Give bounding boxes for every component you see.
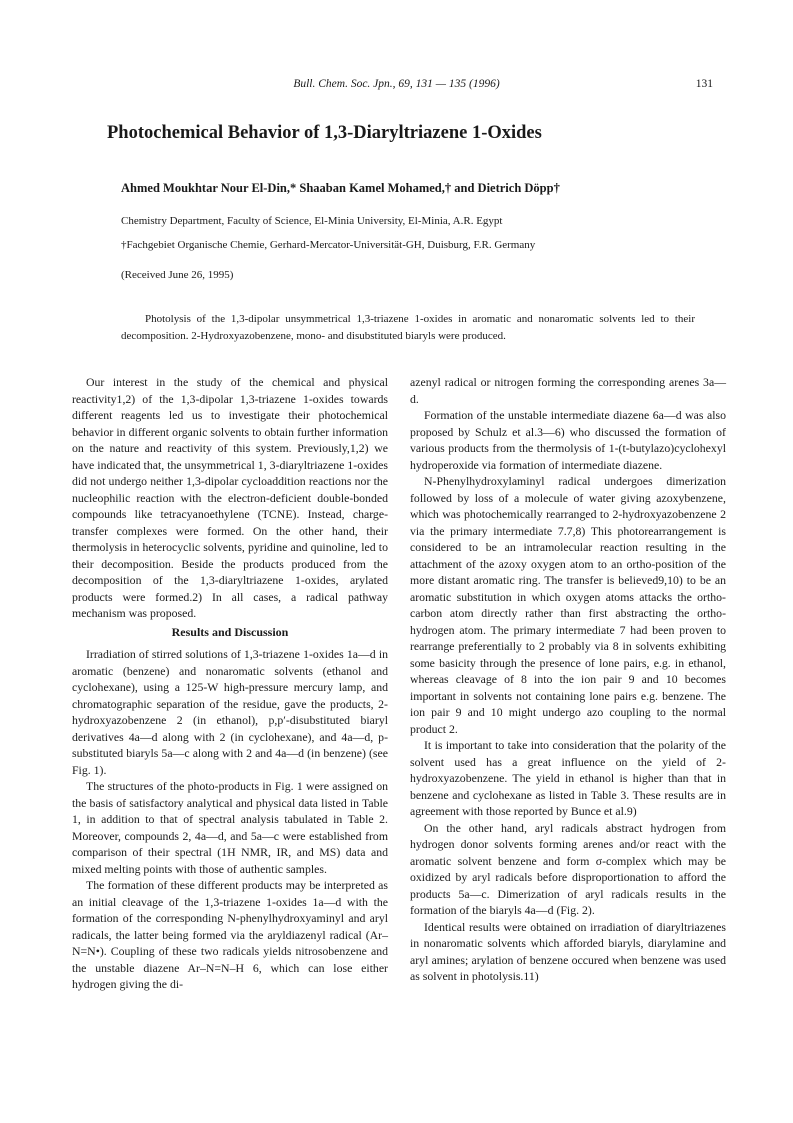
page-number: 131	[695, 78, 713, 90]
left-column	[72, 374, 388, 993]
journal-reference: Bull. Chem. Soc. Jpn., 69, 131 — 135 (1996)	[293, 78, 500, 90]
body-paragraph: azenyl radical or nitrogen forming the corresponding arenes 3a—d.	[410, 375, 726, 406]
affiliation-2: †Fachgebiet Organische Chemie, Gerhard-Mercator-Universität-GH, Duisburg, F.R. Germany	[121, 239, 536, 251]
abstract: Photolysis of the 1,3-dipolar unsymmetrical 1,3-triazene 1-oxides in aromatic and nonaromatic solvents led to their decomposition. 2-Hydroxyazobenzene, mono- and disubstituted biaryls were produced.	[121, 313, 695, 342]
received-date: (Received June 26, 1995)	[121, 269, 234, 281]
intro-paragraph: Our interest in the study of the chemical and physical reactivity1,2) of the 1,3-dipolar 1,3-triazene 1-oxides towards different reagents led us to investigate their photochemical behavior in different organic solvents to obtain further information on the nature and reactivity of this system. Previously,1,2) we have indicated that, the unsymmetrical 1, 3-diaryltriazene 1-oxides did not undergo neither 1,3-dipolar cycloaddition reactions nor the nucleophilic reaction with the electron-deficient double-bonded compounds like tetracyanoethylene (TCNE). Instead, charge-transfer complexes were formed. On the other hand, their thermolysis in heterocyclic solvents, pyridine and quinoline, led to their decomposition. Beside the products produced from the decomposition of the 1,3-diaryltriazene 1-oxides, arylated products were formed.2) In all cases, a radical pathway mechanism was proposed.	[72, 375, 388, 620]
running-head	[0, 78, 793, 94]
author-list: Ahmed Moukhtar Nour El-Din,* Shaaban Kamel Mohamed,† and Dietrich Döpp†	[121, 181, 560, 195]
body-paragraph: On the other hand, aryl radicals abstract hydrogen from hydrogen donor solvents forming arenes and/or react with the aromatic solvent benzene and form σ-complex which may be oxidized by aryl radicals before disproportionation to afford the products 5a—c. Dimerization of aryl radicals results in the formation of the biaryls 4a—d (Fig. 2).	[410, 820, 726, 917]
body-paragraph: Identical results were obtained on irradiation of diaryltriazenes in nonaromatic solvents which afforded biaryls, diarylamine and aryl amines; arylation of benzene occured when benzene was used as solvent in photolysis.11)	[410, 919, 726, 983]
body-paragraph: Formation of the unstable intermediate diazene 6a—d was also proposed by Schulz et al.3—6) who discussed the formation of various products from the thermolysis of 1-(t-butylazo)cyclohexyl hydroperoxide via formation of intermediate diazene.	[410, 408, 726, 472]
body-paragraph: Irradiation of stirred solutions of 1,3-triazene 1-oxides 1a—d in aromatic (benzene) and nonaromatic solvents (ethanol and cyclohexane), using a 125-W high-pressure mercury lamp, and chromatographic separation of the residue, gave the products, 2-hydroxyazobenzene 2 (in ethanol), p,p′-disubstituted biaryl derivatives 4a—d along with 2 (in cyclohexane), and 4a—d, p-substituted biaryls 5a—c along with 2 and 4a—d (in benzene) (see Fig. 1).	[72, 647, 388, 777]
body-paragraph: N-Phenylhydroxylaminyl radical undergoes dimerization followed by loss of a molecule of water giving azoxybenzene, which was photochemically rearranged to 2-hydroxyazobenzene 2 via the primary intermediate 7.7,8) This photorearrangement is considered to be an intramolecular reaction resulting in the attachment of the azoxy oxygen atom to an ortho-position of the more distant aromatic ring. The transfer is believed9,10) to be an aromatic substitution in which oxygen atoms attacks the ortho-carbon atom directly rather than first abstracting the ortho-hydrogen atom. The primary intermediate 7 had been proven to rearrange preferentially to 2 probably via 8 in solvents exhibiting some basicity through the presence of lone pairs, e.g. in ethanol, whereas cleavage of 8 into the ion pair 9 and 10 becomes important in solvents not containing lone pairs e.g. benzene. The ion pair 9 and 10 might undergo azo coupling to the normal product 2.	[410, 474, 726, 736]
affiliation-1: Chemistry Department, Faculty of Science, El-Minia University, El-Minia, A.R. Egypt	[121, 215, 503, 227]
section-heading: Results and Discussion	[171, 624, 289, 639]
right-column	[410, 374, 726, 985]
body-paragraph: It is important to take into consideration that the polarity of the solvent used has a great influence on the yield of 2-hydroxyazobenzene. The yield in ethanol is higher than that in benzene and cyclohexane as listed in Table 3. These results are in agreement with those reported by Bunce et al.9)	[410, 738, 726, 818]
article-title: Photochemical Behavior of 1,3-Diaryltriazene 1-Oxides	[107, 123, 542, 143]
body-paragraph: The formation of these different products may be interpreted as an initial cleavage of the 1,3-triazene 1-oxides 1a—d with the formation of the corresponding N-phenylhydroxyaminyl and aryl radicals, the latter being formed via the aryldiazenyl radical (Ar–N=N•). Coupling of these two radicals yields nitrosobenzene and the unstable diazene Ar–N=N–H 6, which can lose either hydrogen giving the di-	[72, 878, 388, 991]
body-paragraph: The structures of the photo-products in Fig. 1 were assigned on the basis of satisfactory analytical and physical data listed in Table 1, in addition to that of spectral analysis tabulated in Table 2. Moreover, compounds 2, 4a—d, and 5a—c were established from comparison of their spectral (1H NMR, IR, and MS) data and mixed melting points with those of authentic samples.	[72, 779, 388, 876]
